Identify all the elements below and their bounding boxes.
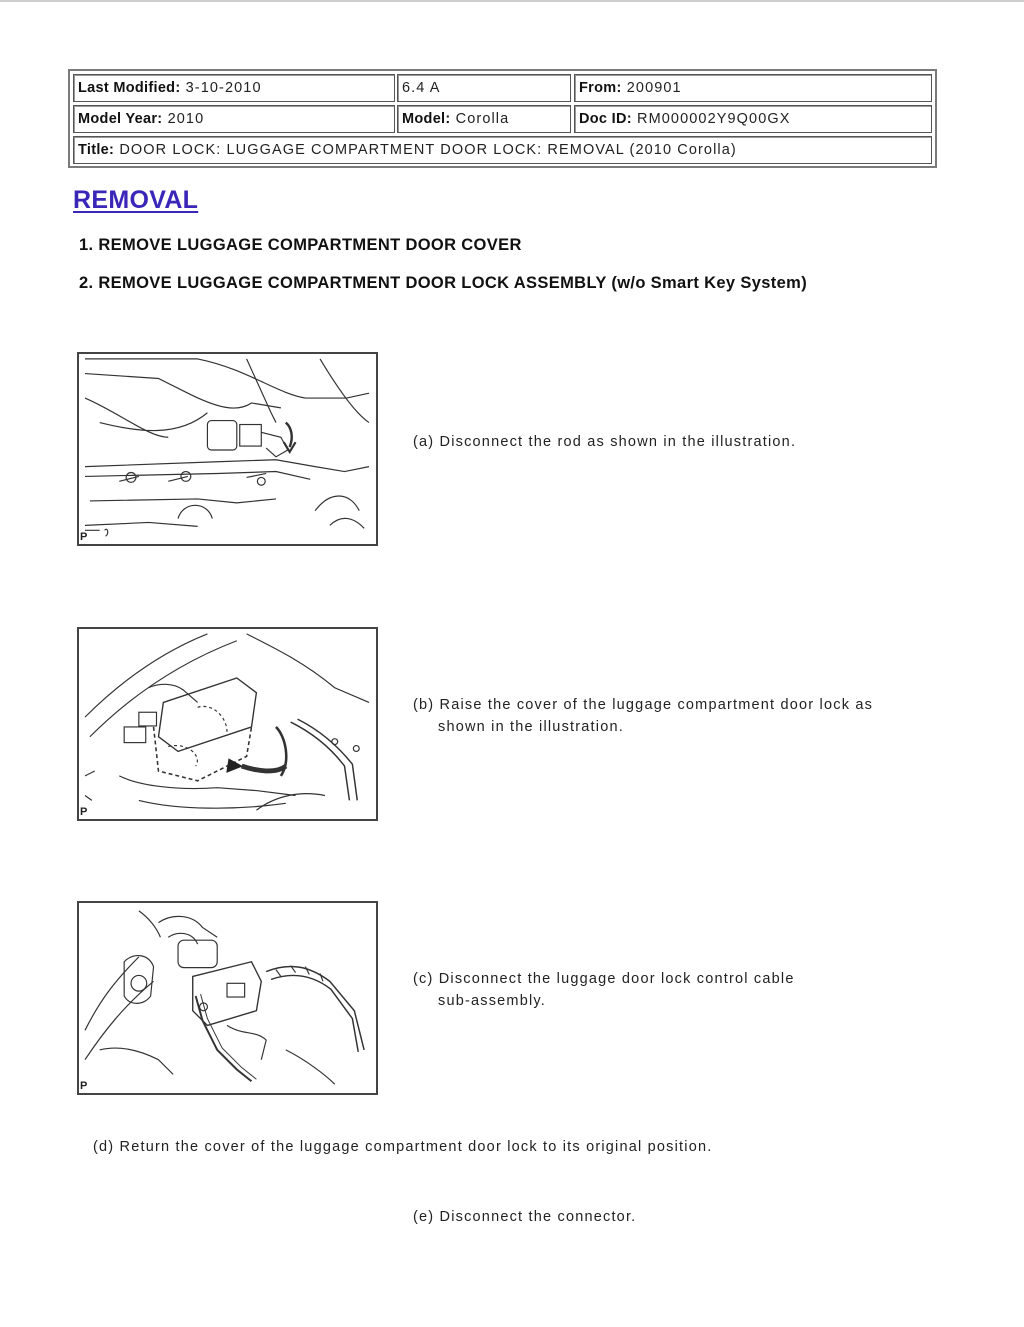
from-value: 200901 [626,80,682,96]
model-label: Model: [402,111,451,127]
instruction-d [93,1136,712,1158]
instruction-e [413,1206,636,1228]
last-modified-value: 3-10-2010 [185,80,262,96]
last-modified-label: Last Modified: [78,80,181,96]
last-modified-cell [73,74,395,102]
instruction-c-line2: sub-assembly. [438,993,547,1009]
version-value: 6.4 A [402,80,441,96]
figure-b-corner-label: P [80,806,88,818]
title-label: Title: [78,142,115,158]
instruction-e-line1: (e) Disconnect the connector. [413,1209,637,1225]
model-cell [397,105,571,133]
figure-a-corner-label: P [80,531,88,543]
instruction-b-line2: shown in the illustration. [438,719,624,735]
model-year-label: Model Year: [78,111,163,127]
instruction-b [413,694,873,738]
step-1-heading: 1. REMOVE LUGGAGE COMPARTMENT DOOR COVER [79,236,522,254]
doc-id-value: RM000002Y9Q00GX [637,111,791,127]
from-cell [574,74,932,102]
figure-c-corner-label: P [80,1080,88,1092]
instruction-a-line1: (a) Disconnect the rod as shown in the illustration. [413,434,797,450]
title-value: DOOR LOCK: LUGGAGE COMPARTMENT DOOR LOCK: REMOVAL (2010 Corolla) [119,142,737,158]
instruction-b-line1: (b) Raise the cover of the luggage compartment door lock as [413,697,874,713]
instruction-c [413,968,795,1012]
document-header-table [68,69,937,168]
model-year-cell [73,105,395,133]
model-value: Corolla [455,111,510,127]
instruction-a [413,431,796,453]
step-2-heading: 2. REMOVE LUGGAGE COMPARTMENT DOOR LOCK ASSEMBLY (w/o Smart Key System) [79,274,808,292]
title-cell [73,136,932,164]
instruction-c-line1: (c) Disconnect the luggage door lock control cable [413,971,795,987]
from-label: From: [579,80,622,96]
instruction-d-line1: (d) Return the cover of the luggage compartment door lock to its original position. [93,1139,713,1155]
illustration-disconnect-rod [77,352,378,546]
section-heading-removal[interactable]: REMOVAL [73,186,199,214]
illustration-disconnect-cable [77,901,378,1095]
doc-id-cell [574,105,932,133]
top-border-line [0,0,1024,2]
illustration-raise-cover [77,627,378,821]
doc-id-label: Doc ID: [579,111,632,127]
version-cell [397,74,571,102]
model-year-value: 2010 [167,111,205,127]
